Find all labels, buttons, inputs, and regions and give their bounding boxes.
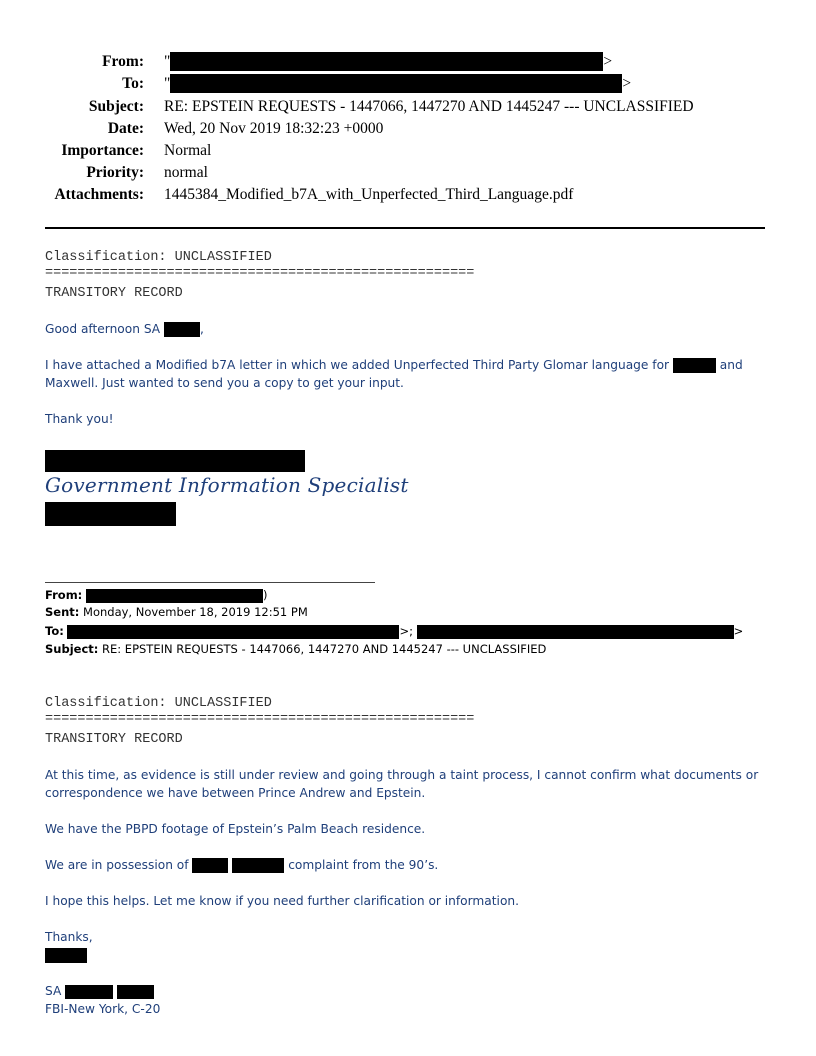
header-importance-row <box>0 140 800 162</box>
forward-sent-value: Monday, November 18, 2019 12:51 PM <box>83 605 308 619</box>
redaction-block <box>45 948 87 963</box>
redaction-block <box>673 358 716 373</box>
classification-line: Classification: UNCLASSIFIED <box>45 250 272 265</box>
message1-paragraph-line1 <box>45 356 743 374</box>
signature-title: Government Information Specialist <box>45 473 409 497</box>
record-type-line: TRANSITORY RECORD <box>45 732 183 747</box>
header-priority-value: normal <box>164 164 208 181</box>
header-subject-value: RE: EPSTEIN REQUESTS - 1447066, 1447270 AND 1445247 --- UNCLASSIFIED <box>164 98 694 115</box>
forward-to-suffix: > <box>733 624 744 638</box>
thank-you-line: Thank you! <box>45 412 114 426</box>
redaction-block <box>86 589 263 603</box>
greeting-line <box>45 320 204 338</box>
forward-sent-row <box>45 603 308 621</box>
forward-subject-row <box>45 640 546 658</box>
header-date-value: Wed, 20 Nov 2019 18:32:23 +0000 <box>164 120 384 137</box>
paragraph-text: complaint from the 90’s. <box>288 858 439 872</box>
forward-to-row <box>45 622 743 640</box>
redaction-block <box>232 858 284 873</box>
separator-line: ===================================================== <box>45 266 475 281</box>
redaction-block <box>45 450 305 472</box>
redaction-block <box>164 322 200 337</box>
signature-prefix: SA <box>45 984 62 998</box>
message2-thanks: Thanks, <box>45 930 93 944</box>
forward-to-label: To: <box>45 624 64 638</box>
forward-from-label: From: <box>45 588 83 602</box>
forward-subject-value: RE: EPSTEIN REQUESTS - 1447066, 1447270 AND 1445247 --- UNCLASSIFIED <box>102 642 547 656</box>
header-date-label: Date: <box>107 120 144 137</box>
header-to-prefix: " <box>164 75 171 92</box>
header-to-suffix: > <box>622 75 632 92</box>
header-date-row <box>0 118 800 140</box>
header-from-label: From: <box>102 53 144 70</box>
header-to-row <box>0 73 800 95</box>
message2-paragraph2: We have the PBPD footage of Epstein’s Palm Beach residence. <box>45 822 426 836</box>
paragraph-text: We are in possession of <box>45 858 189 872</box>
header-subject-row <box>0 96 800 118</box>
header-priority-label: Priority: <box>86 164 144 181</box>
header-to-label: To: <box>122 75 144 92</box>
message2-paragraph1-line1: At this time, as evidence is still under review and going through a taint process, I cannot confirm what documents or <box>45 768 759 782</box>
forward-from-row <box>45 586 267 604</box>
forward-to-separator: >; <box>399 624 413 638</box>
header-from-row <box>0 51 800 73</box>
redaction-block <box>117 985 154 999</box>
classification-line: Classification: UNCLASSIFIED <box>45 696 272 711</box>
message2-paragraph3 <box>45 856 438 874</box>
header-subject-label: Subject: <box>88 98 144 115</box>
forward-sent-label: Sent: <box>45 605 80 619</box>
message2-paragraph1-line2: correspondence we have between Prince Andrew and Epstein. <box>45 786 426 800</box>
signature-line <box>45 982 154 1000</box>
greeting-text: Good afternoon SA <box>45 322 161 336</box>
header-attachments-value[interactable]: 1445384_Modified_b7A_with_Unperfected_Third_Language.pdf <box>164 186 574 203</box>
redaction-block <box>170 74 622 93</box>
redaction-block <box>45 502 176 526</box>
header-importance-value: Normal <box>164 142 212 159</box>
forward-divider <box>45 582 375 583</box>
record-type-line: TRANSITORY RECORD <box>45 286 183 301</box>
redaction-block <box>67 625 399 639</box>
separator-line: ===================================================== <box>45 712 475 727</box>
redaction-block <box>192 858 228 873</box>
signature-org: FBI-New York, C-20 <box>45 1002 161 1016</box>
header-attachments-row <box>0 184 800 206</box>
message1-paragraph-line2: Maxwell. Just wanted to send you a copy to get your input. <box>45 376 404 390</box>
forward-subject-label: Subject: <box>45 642 99 656</box>
header-from-suffix: > <box>603 53 613 70</box>
header-priority-row <box>0 162 800 184</box>
header-importance-label: Importance: <box>61 142 144 159</box>
message2-paragraph4: I hope this helps. Let me know if you need further clarification or information. <box>45 894 519 908</box>
paragraph-text: and <box>719 358 743 372</box>
forward-from-suffix: ) <box>262 588 268 602</box>
header-divider <box>45 227 765 229</box>
header-from-prefix: " <box>164 53 171 70</box>
header-attachments-label: Attachments: <box>54 186 144 203</box>
paragraph-text: I have attached a Modified b7A letter in which we added Unperfected Third Party Glomar language for <box>45 358 670 372</box>
greeting-comma: , <box>200 322 204 336</box>
redaction-block <box>170 52 603 71</box>
redaction-block <box>65 985 113 999</box>
redaction-block <box>417 625 734 639</box>
